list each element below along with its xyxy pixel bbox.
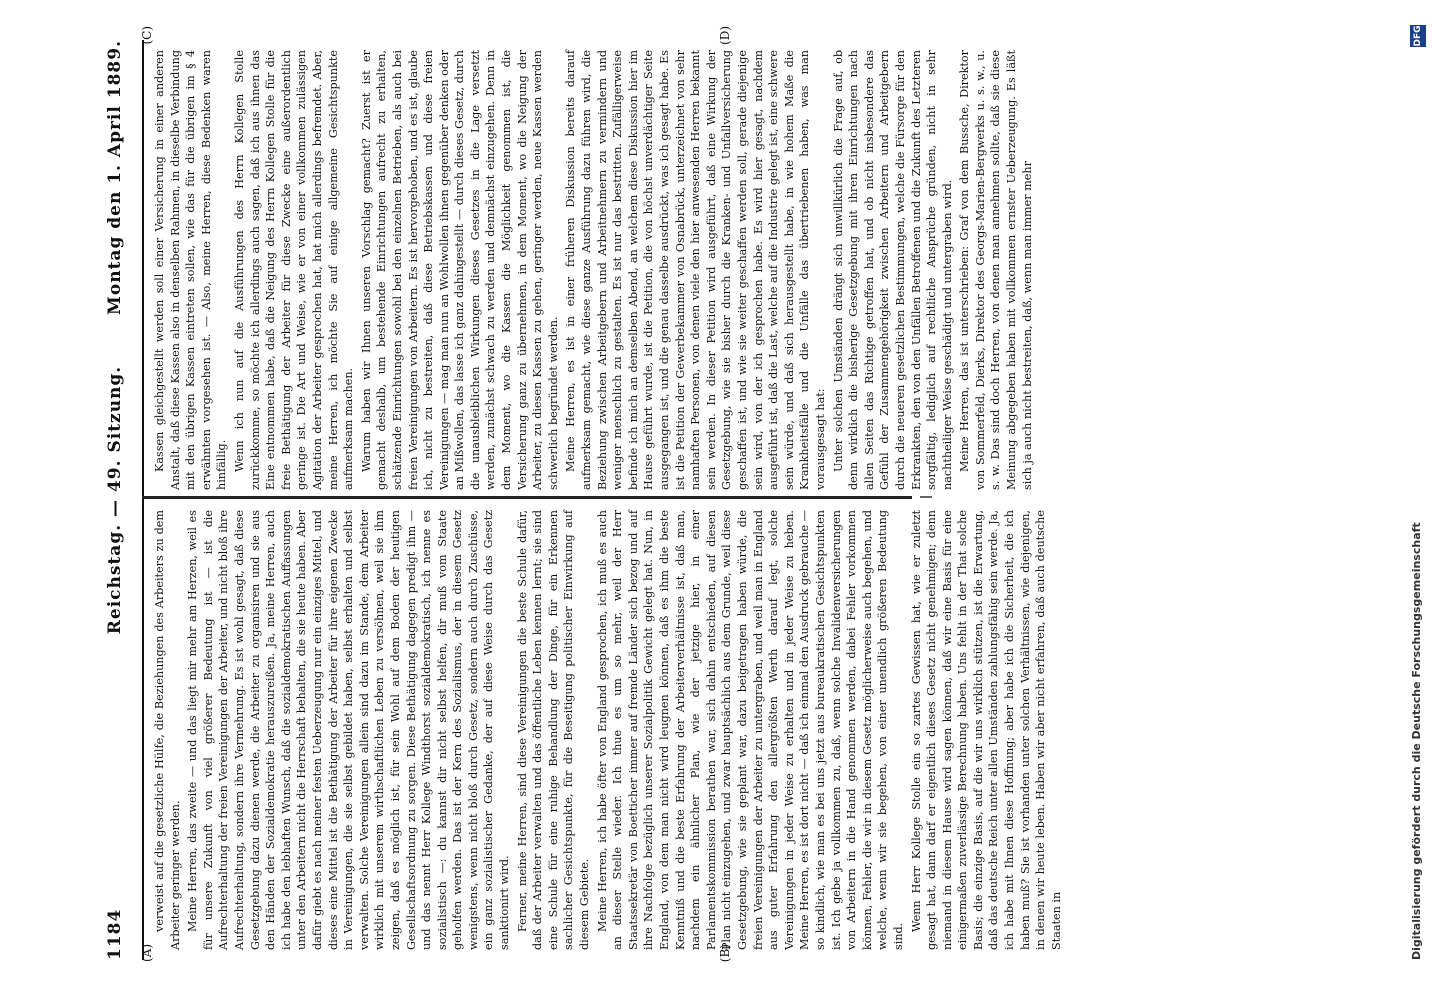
paragraph: Kassen gleichgestellt werden soll einer Versicherung in einer anderen Anstalt, daß diese Kassen also in denselben Rahmen, in dieselbe Verbindung mit den übrigen Kassen eintreten sollen, wie das für die übrigen im § 4 erwähnten vorgesehen ist. — Also, meine Herren, diese Bedenken waren hinfällig. bbox=[153, 50, 229, 490]
paragraph: Meine Herren, das zweite — und das liegt mir mehr am Herzen, weil es für unsere Zukunft von viel größerer Bedeutung ist — ist die Aufrechterhaltung der freien Vereinigungen der Arbeiter, und nicht bloß ihre Aufrechterhaltung, sondern ihre Vermehrung. Es ist wohl gesagt, daß diese Gesetzgebung dazu dienen werde, die Arbeiter zu organisiren und sie aus den Händen der Sozialdemokratie herauszureißen. Ja, meine Herren, auch ich habe den lebhaften Wunsch, daß die sozialdemokratischen Auffassungen unter den Arbeitern nicht die Herrschaft behalten, die sie heute haben. Aber dafür giebt es nach meiner festen Ueberzeugung nur ein einziges Mittel, und dieses eine Mittel ist die Bethätigung der Arbeiter für ihre eigenen Zwecke in Vereinigungen, die sie selbst gebildet haben, selbst erhalten und selbst verwalten. Solche Vereinigungen allein sind dazu im Stande, dem Arbeiter wirklich mit unserem wirthschaftlichen Leben zu versöhnen, weil sie ihm zeigen, daß es möglich ist, für sein Wohl auf dem Boden der heutigen Gesellschaftsordnung zu sorgen. Diese Bethätigung dagegen predigt ihm — und das nennt Herr Kollege Windthorst sozialdemokratisch, ich nenne es sozialistisch —: du kannst dir nicht selbst helfen, dir muß vom Staate geholfen werden. Das ist der Kern des Sozialismus, der in diesem Gesetz wenigstens, wenn nicht bloß durch Gesetz, sondern auch durch Zuschüsse, ein ganz sozialistischer Gedanke, der auf diese Weise durch das Gesetz sanktionirt wird. bbox=[186, 510, 512, 950]
right-column bbox=[152, 510, 1063, 950]
header-date: Montag den 1. April 1889. bbox=[105, 40, 125, 315]
margin-letter-a: (A) bbox=[140, 944, 154, 963]
left-column bbox=[152, 50, 1034, 490]
page-header bbox=[97, 40, 137, 960]
margin-letter-d: (D) bbox=[718, 26, 732, 45]
paragraph: Wenn Herr Kollege Stolle ein so zartes Gewissen hat, wie er zuletzt gesagt hat, dann darf er eigentlich dieses Gesetz nicht genehmigen; denn niemand in diesem Hause wird sagen können, daß wir eine Basis für eine einigermaßen zuverlässige Berechnung haben. Uns fehlt in der That solche Basis; die einzige Basis, auf die wir uns wirklich stützen, ist die Erwartung, daß das deutsche Reich unter allen Umständen zahlungsfähig sein werde. Ja, ich habe mit Ihnen diese Hoffnung; aber habe ich die Sicherheit, die ich haben muß? Sie ist vorhanden unter solchen Verhältnissen, wie diejenigen, in denen wir heute leben. Haben wir aber nicht erfahren, daß auch deutsche Staaten in bbox=[909, 510, 1063, 950]
margin-letter-b: (B) bbox=[718, 944, 732, 963]
paragraph: Meine Herren, das ist unterschrieben: Graf von dem Bussche, Direktor von Sommerfeld, Dierks, Direktor des Georgs-Marien-Bergwerks u. s. w., u. s. w. Das sind doch Herren, von denen man annehmen sollte, daß sie diese Meinung abgegeben haben mit vollkommen ernster Ueberzeugung. Es läßt sich ja auch nicht bestreiten, daß, wenn man immer mehr bbox=[958, 50, 1034, 490]
paragraph: Ferner, meine Herren, sind diese Vereinigungen die beste Schule dafür, daß der Arbeiter verwalten und das öffentliche Leben kennen lernt; sie sind eine Schule für eine ruhige Behandlung der Dinge, für ein Erkennen sachlicher Gesichtspunkte, für die Beseitigung politischer Einwirkung auf diesem Gebiete. bbox=[515, 510, 592, 950]
paragraph: verweist auf die gesetzliche Hülfe, die Beziehungen des Arbeiters zu dem Arbeiter geringer werden. bbox=[153, 510, 182, 950]
margin-letter-c: (C) bbox=[140, 26, 154, 45]
digitization-credit: Digitalisierung gefördert durch die Deutsche Forschungsgemeinschaft bbox=[1410, 522, 1423, 960]
dfg-logo: DFG bbox=[1410, 25, 1426, 47]
paragraph: Meine Herren, ich habe öfter von England gesprochen, ich muß es auch an dieser Stelle wieder. Ich thue es um so mehr, weil der Herr Staatssekretär von Boetticher immer auf fremde Länder sich bezog und auf ihre Nachfolge bezüglich unserer Sozialpolitik Gewicht gelegt hat. Nun, in England, von dem man nicht wird leugnen können, daß es ihm die beste Kenntniß und die beste Erfahrung der Arbeiterverhältnisse ist, daß man, nachdem ein ähnlicher Plan, wie der jetzige hier, in einer Parlamentskommission berathen war, sich dahin entschieden, auf diesen Plan nicht einzugehen, und zwar hauptsächlich aus dem Grunde, weil diese Gesetzgebung, wie sie geplant war, dazu beigetragen haben würde, die freien Vereinigungen der Arbeiter zu untergraben, und weil man in England aus guter Erfahrung den allergrößten Werth darauf legt, solche Vereinigungen in jeder Weise zu erhalten und in jeder Weise zu heben. Meine Herren, es ist dort nicht — daß ich einmal den Ausdruck gebrauche — so kindlich, wie man es bei uns jetzt aus bureaukratischen Gesichtspunkten ist. Ich gebe ja vollkommen zu, daß, wenn solche Invalidenversicherungen von Arbeitern in die Hand genommen werden, dabei Fehler vorkommen können, Fehler, die wir in diesem Gesetz möglicherweise auch begehen, und welche, wenn wir sie begehen, von einer unendlich größeren Bedeutung sind. bbox=[595, 510, 905, 950]
page-number: 1184 bbox=[105, 908, 125, 960]
header-rule bbox=[142, 40, 144, 960]
column-divider-tick bbox=[920, 496, 932, 498]
paragraph: Meine Herren, es ist in einer früheren Diskussion bereits darauf aufmerksam gemacht, wie diese ganze Ausführung dazu führen wird, die Beziehung zwischen Arbeitgebern und Arbeitnehmern zu vermindern und weniger menschlich zu gestalten. Es ist nur das bestritten. Zufälligerweise befinde ich mich an demselben Abend, an welchem diese Diskussion hier im Hause geführt wurde, ist die Petition, die von höchst unverdächtiger Seite ausgegangen ist, und die genau dasselbe ausdrückt, was ich gesagt habe. Es ist die Petition der Gewerbekammer von Osnabrück, unterzeichnet von sehr namhaften Personen, von denen viele den hier anwesenden Herren bekannt sein werden. In dieser Petition wird ausgeführt, daß eine Wirkung der Gesetzgebung, wie sie bisher durch die Kranken- und Unfallversicherung geschaffen ist, und wie sie weiter geschaffen werden soll, gerade diejenige sein wird, von der ich gesprochen habe. Es wird hier gesagt, nachdem ausgeführt ist, daß die Last, welche auf die Industrie gelegt ist, eine schwere sein würde, und daß sich herausgestellt habe, in wie hohem Maße die Krankheitsfälle und die Unfälle das übertriebenen haben, was man vorausgesagt hat: bbox=[564, 50, 827, 490]
paragraph: Unter solchen Umständen drängt sich unwillkürlich die Frage auf, ob denn wirklich die bisherige Gesetzgebung mit ihren Einrichtungen nach allen Seiten das Richtige getroffen hat, und ob nicht insbesondere das Gefühl der Zusammengehörigkeit zwischen Arbeitern und Arbeitgebern durch die neueren gesetzlichen Bestimmungen, welche die Fürsorge für den Erkrankten, den von den Unfällen Betroffenen und die Zukunft des Letzteren sorgfältig, lediglich auf rechtliche Ansprüche gründen, nicht in sehr nachtheiliger Weise geschädigt und untergraben wird. bbox=[831, 50, 954, 490]
column-divider bbox=[142, 496, 912, 499]
header-title: Reichstag. — 49. Sitzung. bbox=[105, 365, 125, 635]
paragraph: Warum haben wir Ihnen unseren Vorschlag gemacht? Zuerst ist er gemacht deshalb, um bestehende Einrichtungen aufrecht zu erhalten, schätzende Einrichtungen sowohl bei den einzelnen Betrieben, als auch bei freien Vereinigungen von Arbeitern. Es ist hervorgehoben, und es ist, glaube ich, nicht zu bestreiten, daß diese Betriebskassen und diese freien Vereinigungen — mag man nun an Wohlwollen ihnen gegenüber denken oder an Mißwollen, das lasse ich ganz dahingestellt — durch dieses Gesetz, durch die unausbleiblichen Wirkungen dieses Gesetzes in die Lage versetzt werden, zunächst schwach zu werden und demnächst einzugehen. Denn in dem Moment, wo die Kassen die Möglichkeit genommen ist, die Versicherung ganz zu übernehmen, in dem Moment, wo die Neigung der Arbeiter, zu diesen Kassen zu gehen, geringer werden, neue Kassen werden schwerlich begründet werden. bbox=[359, 50, 560, 490]
paragraph: Wenn ich nun auf die Ausführungen des Herrn Kollegen Stolle zurückkomme, so möchte ich allerdings auch sagen, daß ich aus ihnen das Eine entnommen habe, daß die Neigung des Herrn Kollegen Stolle für die freie Bethätigung der Arbeiter für diese Zwecke eine außerordentlich geringe ist. Die Art und Weise, wie er von einer vollkommen zulässigen Agitation der Arbeiter gesprochen hat, hat mich allerdings befremdet. Aber, meine Herren, ich möchte Sie auf einige allgemeine Gesichtspunkte aufmerksam machen. bbox=[232, 50, 356, 490]
